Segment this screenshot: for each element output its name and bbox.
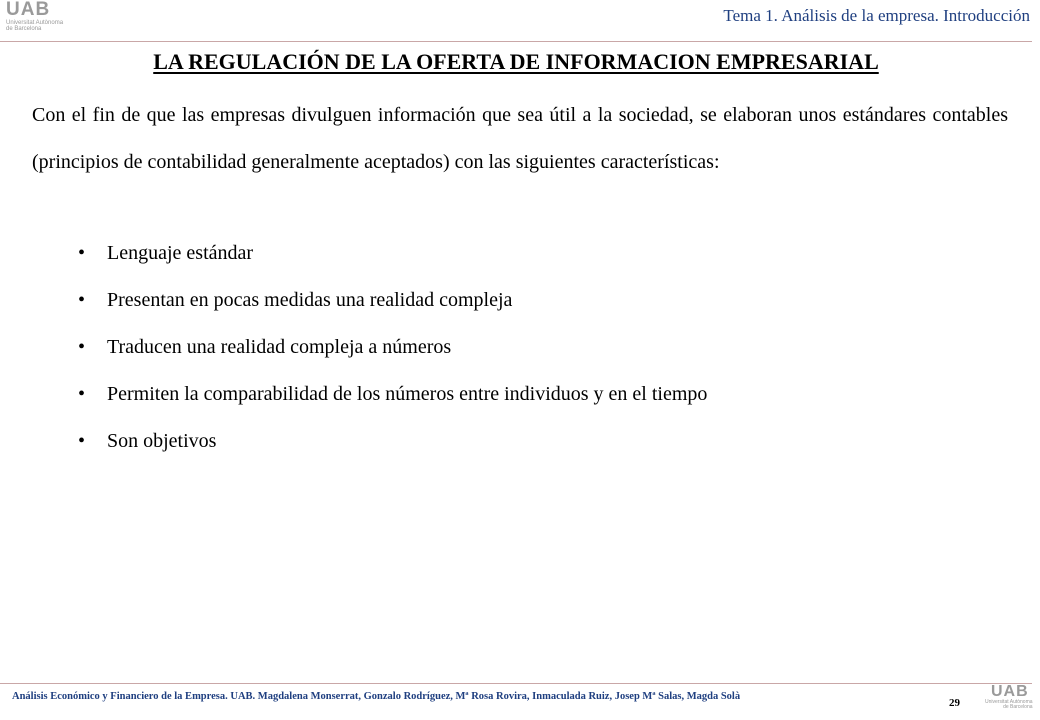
bullet-icon: • bbox=[78, 289, 86, 311]
bullet-icon: • bbox=[78, 242, 86, 264]
bullet-text: Lenguaje estándar bbox=[107, 242, 254, 264]
footer-divider bbox=[0, 683, 1032, 684]
bullet-item bbox=[78, 230, 707, 277]
uab-logo-mark: UAB bbox=[6, 0, 51, 20]
bullet-icon: • bbox=[78, 383, 86, 405]
uab-logo-footer bbox=[985, 684, 1037, 720]
bullet-item bbox=[78, 418, 707, 465]
bullet-item bbox=[78, 371, 707, 418]
bullet-text: Son objetivos bbox=[107, 430, 217, 452]
uab-logo bbox=[6, 2, 68, 36]
uab-logo-footer-subtitle: Universitat Autònoma de Barcelona bbox=[985, 699, 1033, 710]
page-number: 29 bbox=[949, 697, 960, 709]
intro-paragraph: Con el fin de que las empresas divulguen información que sea útil a la sociedad, se elaboran unos estándares contables (principios de contabilidad generalmente aceptados) con las siguientes características: bbox=[32, 104, 1008, 173]
bullet-list bbox=[78, 230, 707, 465]
bullet-icon: • bbox=[78, 430, 86, 452]
bullet-text: Permiten la comparabilidad de los números entre individuos y en el tiempo bbox=[107, 383, 708, 405]
topic-header: Tema 1. Análisis de la empresa. Introducción bbox=[723, 6, 1030, 25]
bullet-text: Traducen una realidad compleja a números bbox=[107, 336, 452, 358]
bullet-item bbox=[78, 277, 707, 324]
slide-title: LA REGULACIÓN DE LA OFERTA DE INFORMACION EMPRESARIAL bbox=[153, 49, 879, 74]
uab-logo-footer-mark: UAB bbox=[991, 683, 1029, 700]
header-divider bbox=[0, 41, 1032, 42]
bullet-text: Presentan en pocas medidas una realidad compleja bbox=[107, 289, 513, 311]
bullet-icon: • bbox=[78, 336, 86, 358]
uab-logo-subtitle: Universitat Autònoma de Barcelona bbox=[6, 20, 64, 32]
footer-credits: Análisis Económico y Financiero de la Empresa. UAB. Magdalena Monserrat, Gonzalo Rodríguez, Mª Rosa Rovira, Inmaculada Ruiz, Josep Mª Salas, Magda Solà bbox=[12, 691, 741, 702]
bullet-item bbox=[78, 324, 707, 371]
